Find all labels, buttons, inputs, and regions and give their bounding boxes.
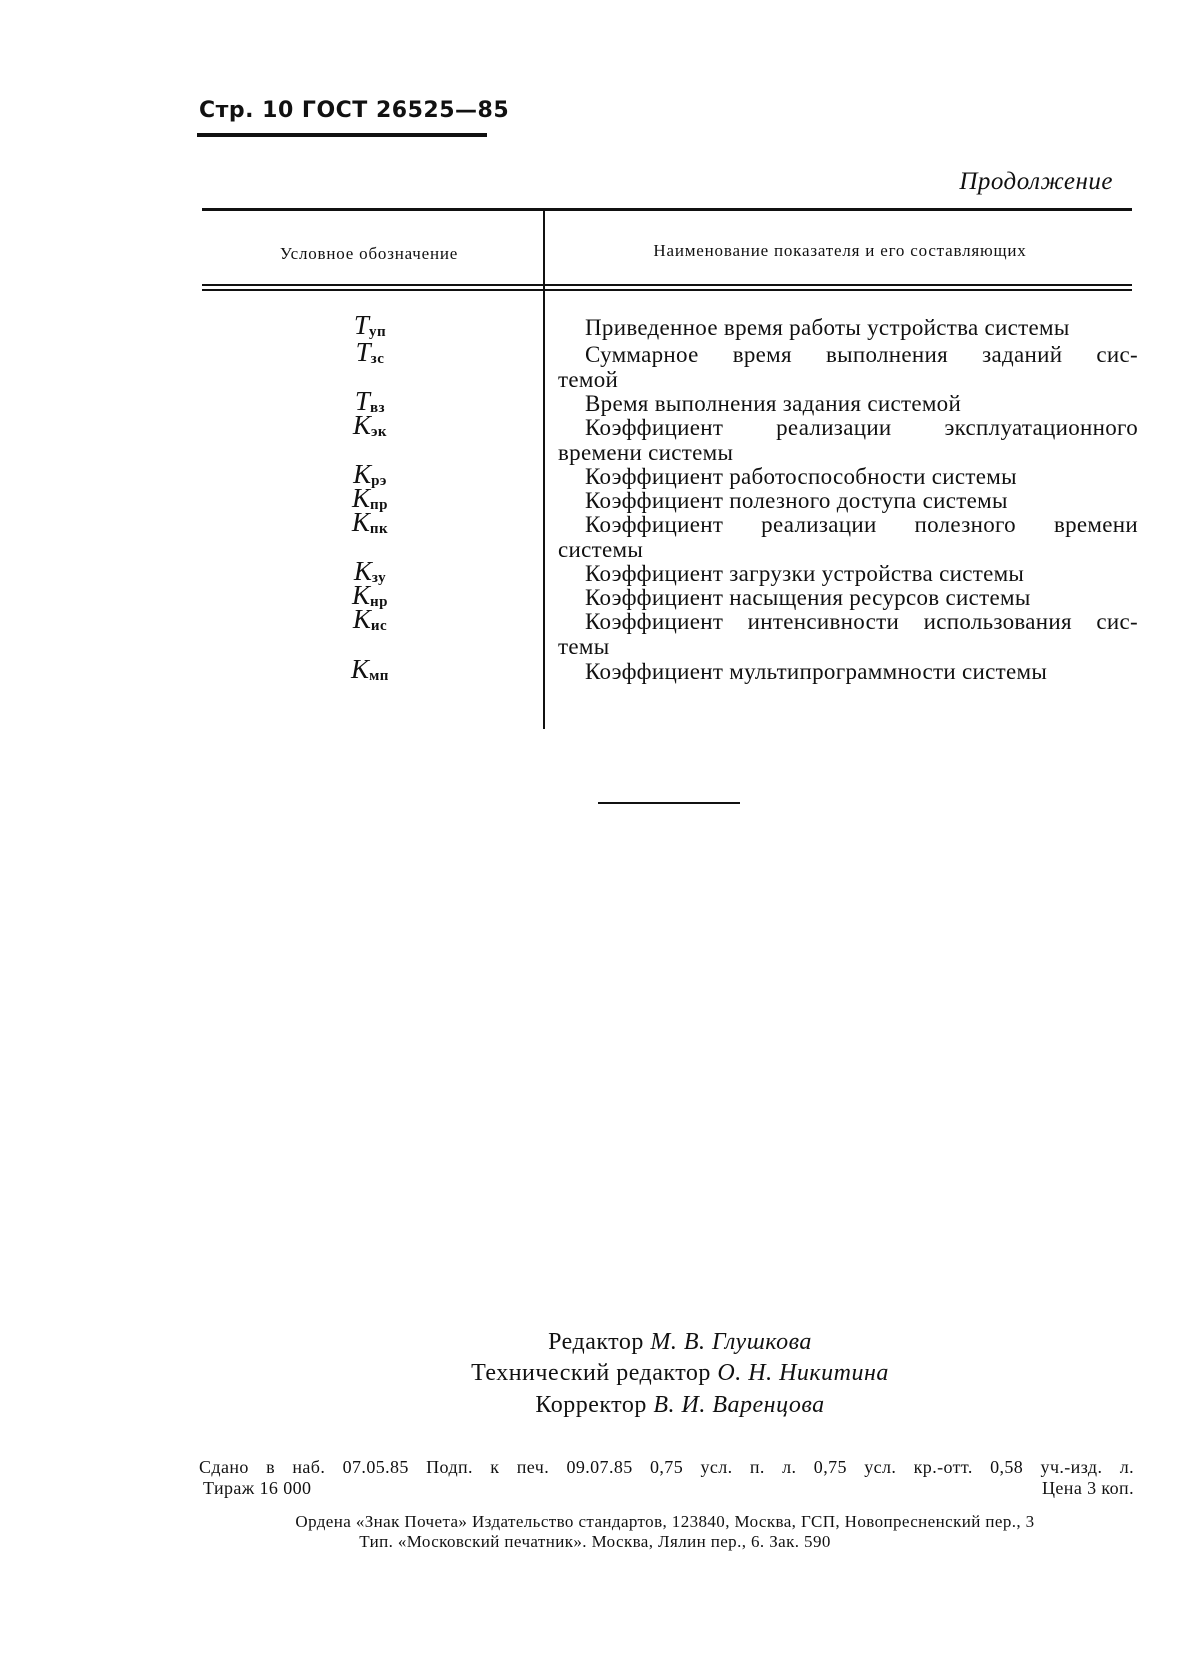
description-line: Коэффициент насыщения ресурсов системы xyxy=(585,585,1031,610)
description-line: Коэффициент полезного доступа системы xyxy=(585,488,1008,513)
symbol-letter: K xyxy=(351,483,370,513)
table-header-rule-1 xyxy=(202,284,1132,286)
corrector-label: Корректор xyxy=(535,1392,647,1418)
printer-line: Тип. «Московский печатник». Москва, Лялин пер., 6. Зак. 590 xyxy=(359,1532,831,1551)
header-underline xyxy=(197,133,487,137)
description-line: Суммарное время выполнения заданий сис- xyxy=(585,342,1138,367)
description-cell xyxy=(558,609,1138,659)
symbol-letter: K xyxy=(353,459,372,489)
description-line: Коэффициент интенсивности использования сис- xyxy=(585,609,1138,634)
symbol-subscript: мп xyxy=(369,668,389,684)
corrector-name: В. И. Варенцова xyxy=(653,1392,825,1418)
symbol-cell xyxy=(200,655,540,690)
description-line: Коэффициент загрузки устройства системы xyxy=(585,561,1025,586)
editor-name: М. В. Глушкова xyxy=(650,1329,812,1355)
table-top-rule xyxy=(202,208,1132,211)
tech-editor-label: Технический редактор xyxy=(471,1360,711,1386)
symbol-cell xyxy=(200,508,540,543)
description-cell xyxy=(558,488,1138,513)
symbol-subscript: рэ xyxy=(371,473,387,489)
editor-label: Редактор xyxy=(548,1329,644,1355)
symbol-subscript: вз xyxy=(369,400,386,416)
circulation: Тираж 16 000 xyxy=(203,1478,312,1498)
symbol-cell xyxy=(200,605,540,640)
symbol-subscript: зс xyxy=(370,351,385,367)
symbol-cell xyxy=(200,411,540,446)
description-line: Коэффициент мультипрограммности системы xyxy=(585,659,1048,684)
symbol-subscript: зу xyxy=(371,570,387,586)
description-line: Время выполнения задания системой xyxy=(585,391,962,416)
description-cell xyxy=(558,342,1138,392)
description-continuation: времени системы xyxy=(558,440,734,465)
tech-editor-name: О. Н. Никитина xyxy=(717,1360,889,1386)
end-rule xyxy=(598,802,740,804)
column-header-name: Наименование показателя и его составляющих xyxy=(653,241,1027,260)
publisher-line: Ордена «Знак Почета» Издательство стандартов, 123840, Москва, ГСП, Новопресненский пер., 3 xyxy=(295,1512,1035,1531)
description-cell xyxy=(558,315,1138,340)
description-cell xyxy=(558,391,1138,416)
price: Цена 3 коп. xyxy=(1042,1478,1134,1498)
credit-corrector xyxy=(400,1390,960,1421)
description-line: Коэффициент работоспособности системы xyxy=(585,464,1017,489)
description-line: Коэффициент реализации эксплуатационного xyxy=(585,415,1138,440)
symbol-subscript: ис xyxy=(370,618,388,634)
description-cell xyxy=(558,659,1138,684)
symbol-cell xyxy=(200,338,540,373)
symbol-letter: K xyxy=(351,654,370,684)
table-header-rule-2 xyxy=(202,289,1132,291)
symbol-letter: T xyxy=(354,386,370,416)
description-cell xyxy=(558,561,1138,586)
symbol-letter: K xyxy=(352,604,371,634)
symbol-subscript: пр xyxy=(370,497,388,513)
symbol-subscript: уп xyxy=(368,324,387,340)
continuation-label: Продолжение xyxy=(959,168,1113,195)
symbol-subscript: пк xyxy=(369,521,389,537)
table-column-divider xyxy=(543,210,545,729)
column-header-symbol: Условное обозначение xyxy=(279,244,459,263)
symbol-letter: K xyxy=(351,507,370,537)
description-cell xyxy=(558,464,1138,489)
description-continuation: темы xyxy=(558,634,610,659)
description-continuation: темой xyxy=(558,367,619,392)
page-header: Стр. 10 ГОСТ 26525—85 xyxy=(199,98,510,123)
description-continuation: системы xyxy=(558,537,644,562)
credit-editor xyxy=(400,1327,960,1358)
symbol-letter: K xyxy=(352,410,371,440)
symbol-letter: K xyxy=(351,580,370,610)
symbol-letter: K xyxy=(353,556,372,586)
imprint-line: Сдано в наб. 07.05.85 Подп. к печ. 09.07.85 0,75 усл. п. л. 0,75 усл. кр.-отт. 0,58 уч.-изд. л. xyxy=(199,1457,1134,1477)
symbol-letter: T xyxy=(353,310,369,340)
description-cell xyxy=(558,585,1138,610)
symbol-subscript: нр xyxy=(370,594,388,610)
symbol-letter: T xyxy=(355,337,371,367)
description-line: Приведенное время работы устройства системы xyxy=(585,315,1070,340)
description-line: Коэффициент реализации полезного времени xyxy=(585,512,1138,537)
description-cell xyxy=(558,415,1138,465)
description-cell xyxy=(558,512,1138,562)
credit-tech-editor xyxy=(400,1358,960,1389)
symbol-subscript: эк xyxy=(370,424,388,440)
